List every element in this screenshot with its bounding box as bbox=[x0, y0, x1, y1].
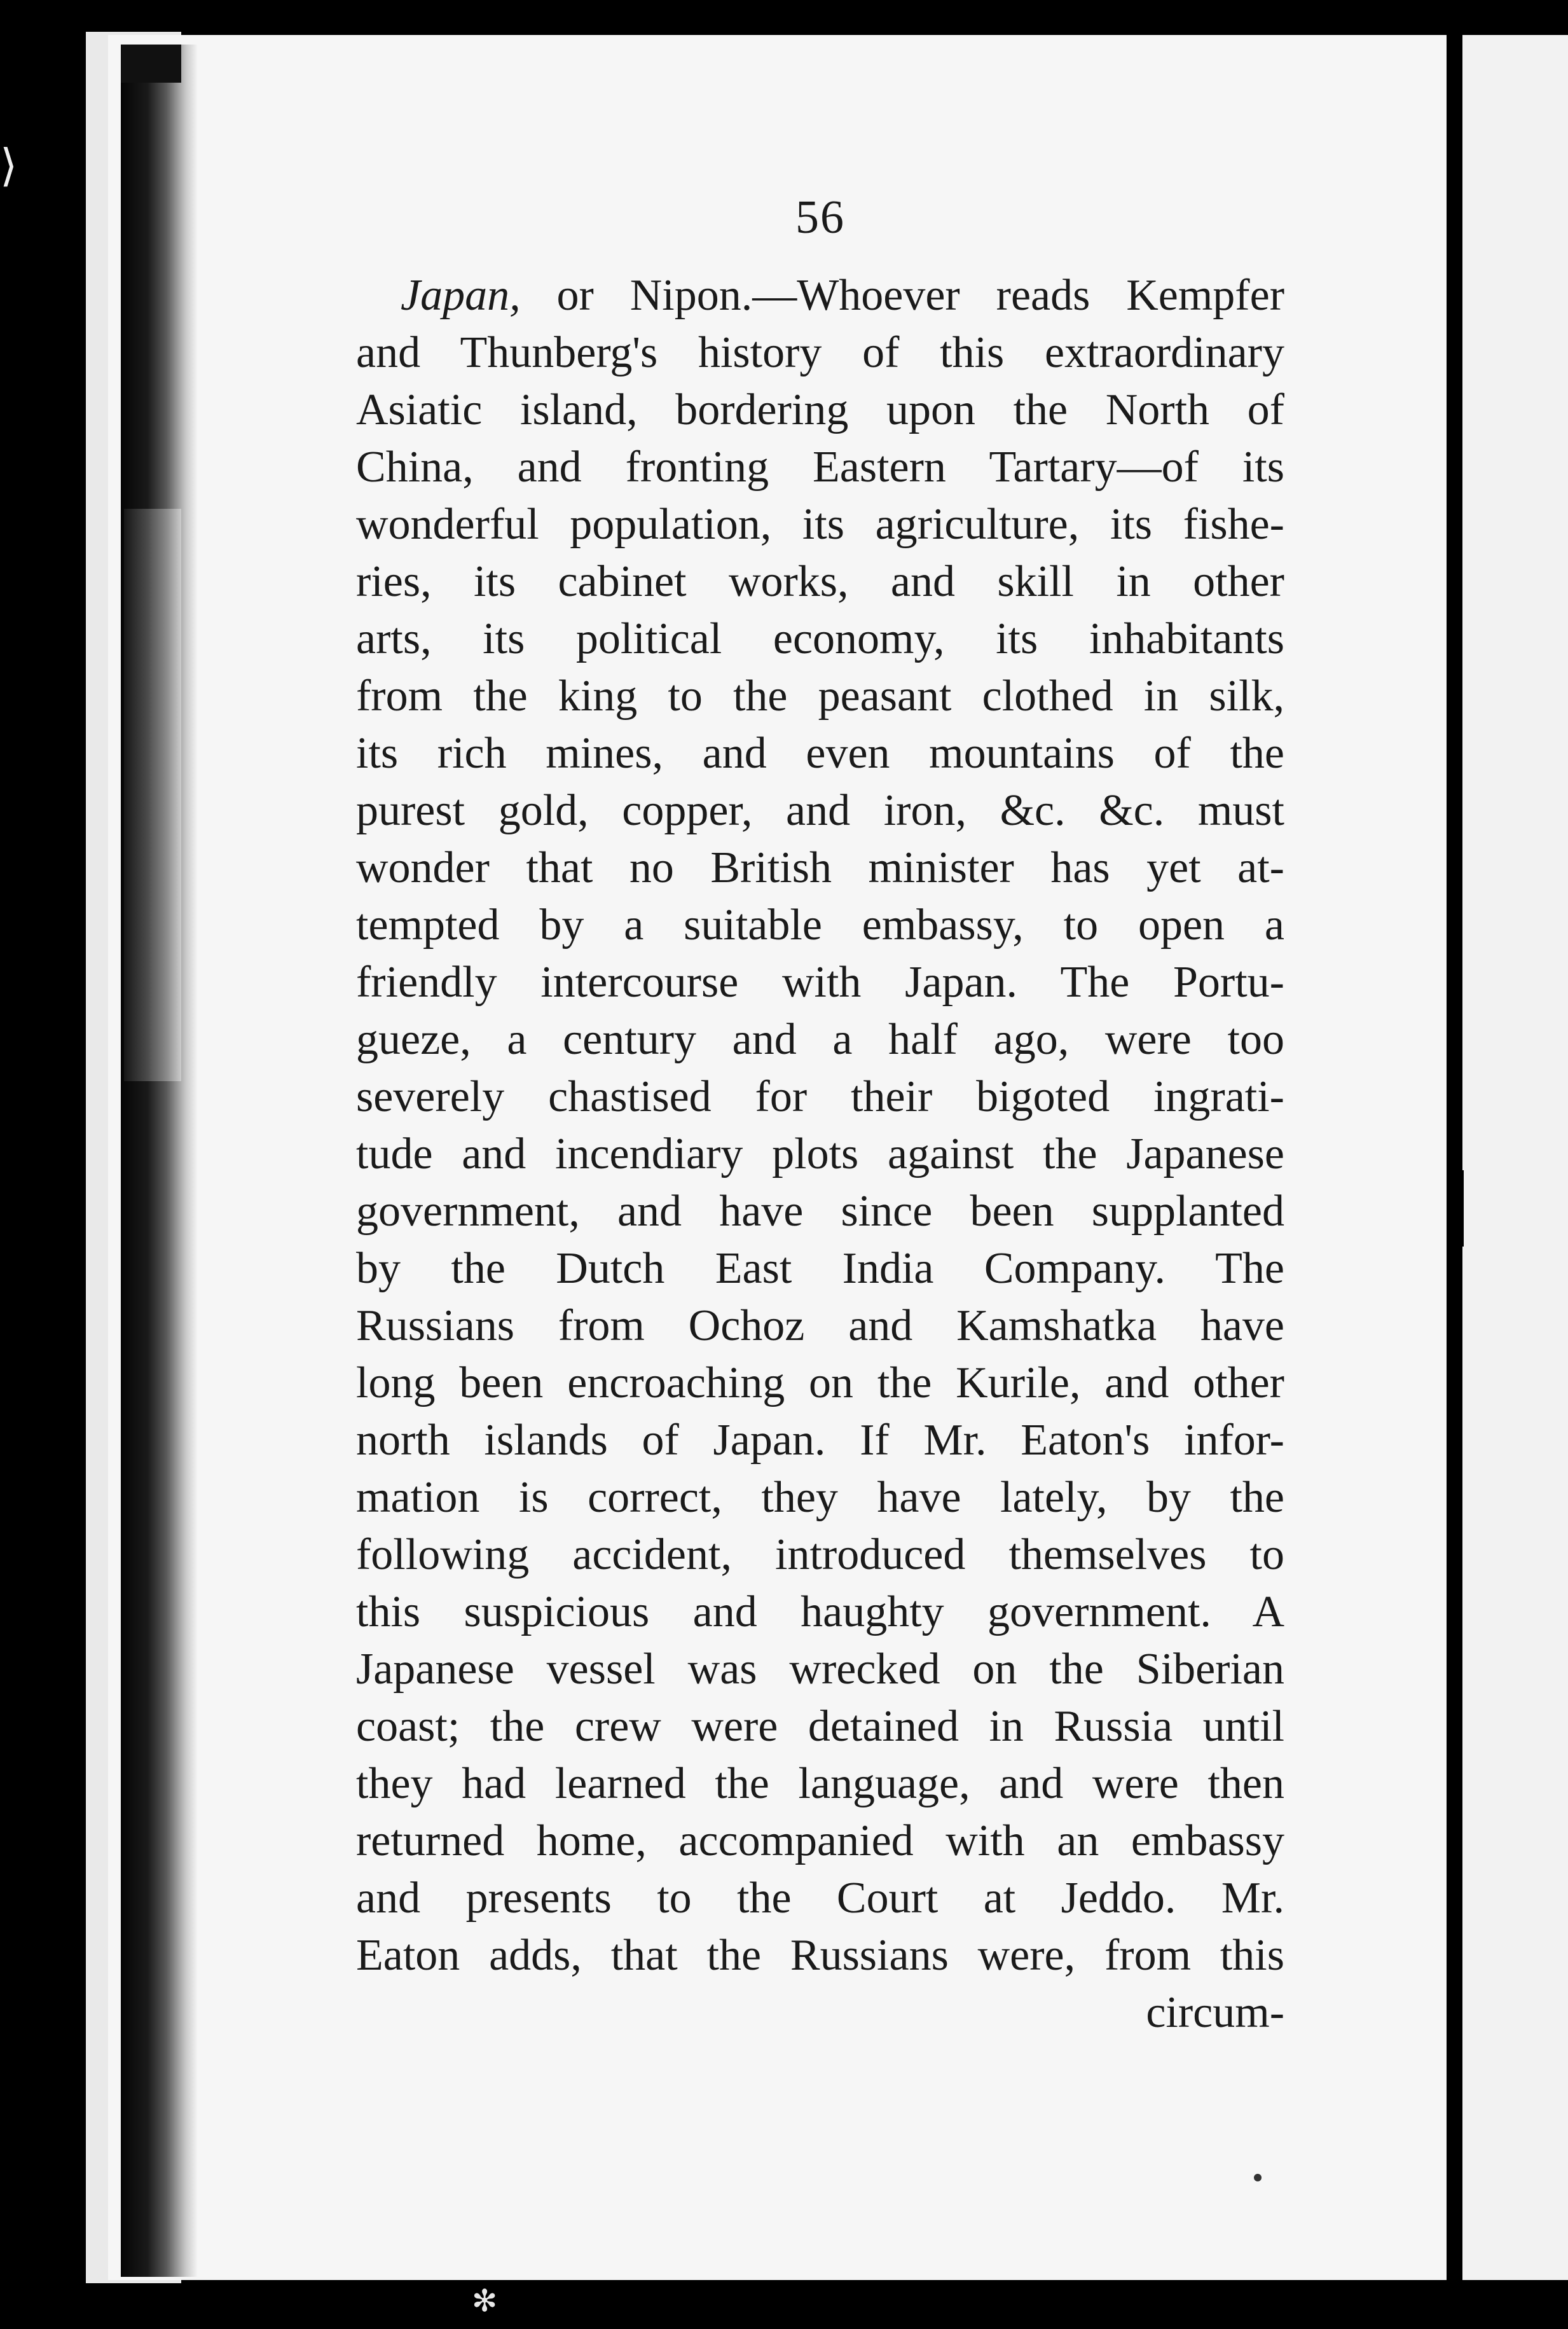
page-number: 56 bbox=[795, 191, 845, 244]
ink-speck bbox=[1254, 2174, 1262, 2181]
book-spine-shadow bbox=[121, 45, 197, 2277]
body-text bbox=[356, 267, 1284, 2042]
text-line: from the king to the peasant clothed in silk, bbox=[356, 672, 1284, 721]
text-line: and presents to the Court at Jeddo. Mr. bbox=[356, 1874, 1284, 1923]
text-line: Eaton adds, that the Russians were, from this bbox=[356, 1931, 1284, 1980]
text-line: coast; the crew were detained in Russia until bbox=[356, 1702, 1284, 1751]
text-line: China, and fronting Eastern Tartary—of its bbox=[356, 443, 1284, 492]
scan-speck: ✻ bbox=[472, 2283, 498, 2319]
text-line: following accident, introduced themselves to bbox=[356, 1530, 1284, 1579]
text-line: its rich mines, and even mountains of the bbox=[356, 729, 1284, 778]
text-line: and Thunberg's history of this extraordinary bbox=[356, 328, 1284, 377]
text-line: wonder that no British minister has yet at- bbox=[356, 843, 1284, 892]
text-line: wonderful population, its agriculture, its fishe- bbox=[356, 500, 1284, 549]
text-line: severely chastised for their bigoted ingrati- bbox=[356, 1072, 1284, 1121]
text-line: Japanese vessel was wrecked on the Siberian bbox=[356, 1645, 1284, 1694]
text-line: ries, its cabinet works, and skill in other bbox=[356, 557, 1284, 606]
text-line: north islands of Japan. If Mr. Eaton's infor- bbox=[356, 1416, 1284, 1465]
text-line-rest: or Nipon.—Whoever reads Kempfer bbox=[520, 271, 1284, 320]
text-line: returned home, accompanied with an embassy bbox=[356, 1816, 1284, 1865]
text-line: they had learned the language, and were then bbox=[356, 1759, 1284, 1808]
text-line: tempted by a suitable embassy, to open a bbox=[356, 901, 1284, 950]
text-line: government, and have since been supplanted bbox=[356, 1187, 1284, 1236]
text-line: by the Dutch East India Company. The bbox=[356, 1244, 1284, 1293]
text-line: this suspicious and haughty government. A bbox=[356, 1587, 1284, 1636]
text-line: gueze, a century and a half ago, were too bbox=[356, 1015, 1284, 1064]
text-line: mation is correct, they have lately, by the bbox=[356, 1473, 1284, 1522]
text-line: purest gold, copper, and iron, &c. &c. must bbox=[356, 786, 1284, 835]
text-line bbox=[356, 267, 1284, 324]
text-line: friendly intercourse with Japan. The Portu- bbox=[356, 958, 1284, 1007]
margin-mark: ⟩ bbox=[0, 139, 18, 191]
spine-gradient bbox=[124, 509, 181, 1081]
lead-word: Japan, bbox=[401, 271, 521, 320]
text-line: arts, its political economy, its inhabitants bbox=[356, 614, 1284, 663]
text-line: Asiatic island, bordering upon the North of bbox=[356, 385, 1284, 434]
ribbon-mark-lower bbox=[1456, 1170, 1464, 1247]
catchword: circum- bbox=[1146, 1988, 1284, 2037]
text-line: Russians from Ochoz and Kamshatka have bbox=[356, 1301, 1284, 1350]
text-line: long been encroaching on the Kurile, and other bbox=[356, 1358, 1284, 1407]
text-line: tude and incendiary plots against the Japanese bbox=[356, 1130, 1284, 1178]
facing-page-edge bbox=[1462, 35, 1568, 2280]
spine-top bbox=[121, 45, 181, 83]
